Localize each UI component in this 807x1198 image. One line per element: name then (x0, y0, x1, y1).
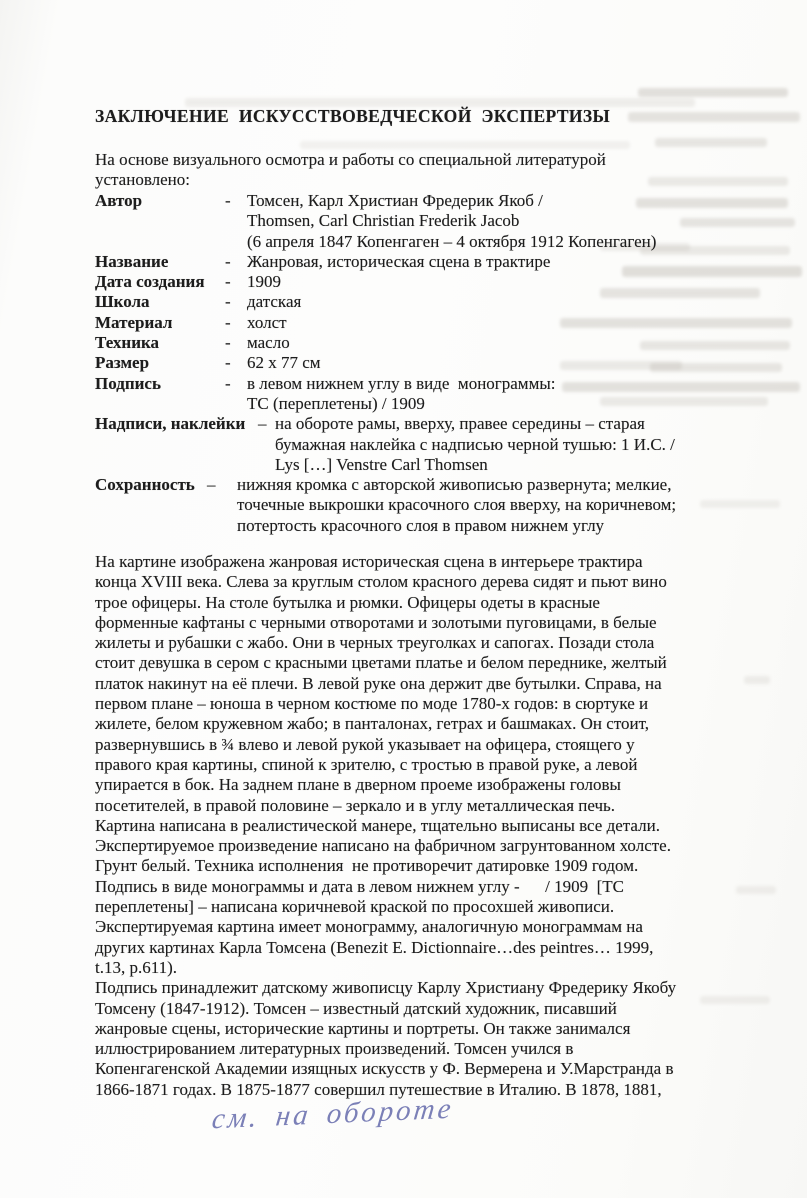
field-dash: - (225, 333, 231, 353)
intro-line: установлено: (95, 170, 190, 190)
intro-paragraph (95, 150, 606, 191)
field-value-line: Lys […] Venstre Carl Thomsen (275, 454, 488, 474)
handwritten-note: см. на обороте (210, 1092, 456, 1136)
body-line: Экспертируемое произведение написано на фабричном загрунтованном холсте. (95, 836, 671, 856)
field-dash: - (225, 191, 231, 210)
body-line: форменные кафтаны с черными отворотами и золотыми пуговицами, в белые (95, 612, 657, 632)
field-dash: – (258, 414, 267, 434)
field-value (247, 252, 743, 272)
field-dash: - (225, 272, 231, 292)
body-line: Картина написана в реалистической манере, тщательно выписаны все детали. (95, 815, 660, 835)
field-value-line: нижняя кромка с авторской живописью развернута; мелкие, (237, 475, 672, 495)
bleed-through-smudge (744, 676, 770, 684)
field-label: Дата создания (95, 272, 205, 292)
body-line: других картинах Карла Томсена (Benezit E. Dictionnaire…des peintres… 1999, (95, 937, 654, 957)
field-label: Размер (95, 353, 150, 373)
body-line: развернувшись в ¾ влево и левой рукой указывает на офицера, стоящего у (95, 734, 635, 754)
field-value-line: ТС (переплетены) / 1909 (247, 393, 425, 413)
field-row (95, 333, 743, 353)
field-value-line: точечные выкрошки красочного слоя вверху, на коричневом; (237, 495, 677, 515)
bleed-through-smudge (655, 138, 767, 147)
field-dash: - (225, 292, 231, 312)
field-value (275, 414, 743, 475)
field-value-line: Томсен, Карл Христиан Фредерик Якоб / (247, 191, 543, 210)
body-line: правого края картины, спиной к зрителю, с тростью в правой руке, а левой (95, 754, 638, 774)
field-label: Сохранность (95, 475, 195, 495)
body-line: t.13, p.611). (95, 957, 178, 977)
field-dash: - (225, 312, 231, 332)
catalog-fields (95, 191, 743, 536)
field-label: Техника (95, 333, 160, 353)
field-value (247, 191, 743, 252)
field-row (95, 353, 743, 373)
field-value (247, 353, 743, 373)
field-label: Автор (95, 191, 143, 210)
bleed-through-smudge (628, 112, 800, 122)
field-value (247, 313, 743, 333)
field-value-line: бумажная наклейка с надписью черной тушью: 1 И.С. / (275, 434, 675, 454)
field-row (95, 191, 743, 252)
document-title: ЗАКЛЮЧЕНИЕ ИСКУССТВОВЕДЧЕСКОЙ ЭКСПЕРТИЗЫ (95, 106, 611, 126)
bleed-through-smudge (648, 177, 788, 186)
bleed-through-smudge (638, 88, 788, 97)
field-value-line: масло (247, 333, 290, 353)
field-dash: - (225, 353, 231, 373)
body-line: На картине изображена жанровая историческая сцена в интерьере трактира (95, 552, 643, 571)
body-line: трое офицеры. На столе бутылка и рюмки. Офицеры одеты в красные (95, 592, 600, 612)
body-line: Копенгагенской Академии изящных искусств у Ф. Вермерена и У.Марстранда в (95, 1059, 674, 1079)
body-line: жанровые сцены, исторические картины и портреты. Он также занимался (95, 1018, 631, 1038)
field-row (95, 313, 743, 333)
body-line: Подпись принадлежит датскому живописцу Карлу Христиану Фредерику Якобу (95, 978, 677, 998)
field-row (95, 292, 743, 312)
field-dash: - (225, 251, 231, 271)
body-paragraph (95, 552, 745, 1100)
body-line: стоит девушка в сером с красными цветами платье и белом переднике, желтый (95, 653, 667, 673)
field-value-line: на обороте рамы, вверху, правее середины – старая (275, 414, 645, 434)
field-row (95, 252, 743, 272)
body-line: упирается в бок. На заднем плане в дверном проеме изображены головы (95, 775, 621, 795)
field-row (95, 475, 743, 536)
body-line: жилете, белом кружевном жабо; в панталонах, гетрах и башмаках. Он стоит, (95, 714, 650, 734)
body-line: жилеты и рубашки с жабо. Они в черных треуголках и сапогах. Позади стола (95, 633, 655, 653)
body-line: Грунт белый. Техника исполнения не противоречит датировке 1909 годом. (95, 856, 639, 876)
body-line: посетителей, в правой половине – зеркало и в углу металлическая печь. (95, 795, 616, 815)
bleed-through-smudge (300, 141, 630, 149)
body-line: Подпись в виде монограммы и дата в левом нижнем углу - / 1909 [ТС (95, 876, 624, 896)
field-value (247, 292, 743, 312)
field-label: Материал (95, 312, 173, 332)
field-row (95, 374, 743, 415)
body-line: первом плане – юноша в черном костюме по моде 1780-х годов: в сюртуке и (95, 694, 649, 714)
body-line: иллюстрированием литературных произведений. Томсен учился в (95, 1039, 574, 1059)
field-dash: - (225, 373, 231, 393)
body-line: платок накинут на её плечи. В левой руке она держит две бутылки. Справа, на (95, 673, 662, 693)
field-value-line: холст (247, 312, 287, 332)
field-label: Школа (95, 292, 150, 312)
intro-line: На основе визуального осмотра и работы со специальной литературой (95, 150, 606, 169)
field-label: Надписи, наклейки (95, 414, 246, 434)
field-value-line: Жанровая, историческая сцена в трактире (247, 251, 551, 271)
body-line: конца XVIII века. Слева за круглым столом красного дерева сидят и пьют вино (95, 572, 667, 592)
field-value (237, 475, 743, 536)
body-line: переплетены] – написана коричневой краской по просохшей живописи. (95, 897, 615, 917)
field-value-line: датская (247, 292, 302, 312)
field-value-line: потертость красочного слоя в правом нижнем углу (237, 515, 605, 535)
field-value-line: в левом нижнем углу в виде монограммы: (247, 373, 556, 393)
field-value-line: 1909 (247, 272, 281, 292)
field-label: Подпись (95, 373, 161, 393)
field-row (95, 272, 743, 292)
field-value-line: Thomsen, Carl Christian Frederik Jacob (247, 211, 520, 231)
field-value (247, 333, 743, 353)
field-dash: – (207, 475, 216, 495)
field-value-line: 62 x 77 см (247, 353, 321, 373)
body-line: Томсену (1847-1912). Томсен – известный датский художник, писавший (95, 998, 617, 1018)
field-value (247, 374, 743, 415)
field-label: Название (95, 251, 169, 271)
body-line: Экспертируемая картина имеет монограмму, аналогичную монограммам на (95, 917, 643, 937)
field-row (95, 414, 743, 475)
field-value (247, 272, 743, 292)
body-line: 1866-1871 годах. В 1875-1877 совершил путешествие в Италию. В 1878, 1881, (95, 1079, 662, 1099)
field-value-line: (6 апреля 1847 Копенгаген – 4 октября 1912 Копенгаген) (247, 231, 657, 251)
